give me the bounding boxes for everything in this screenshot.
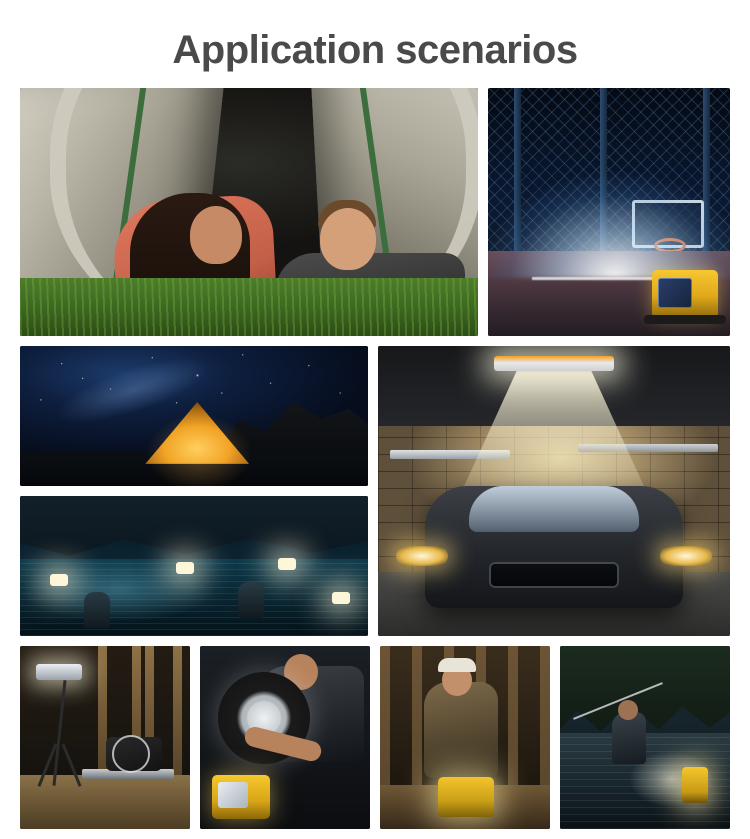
cave-lamp-right: [278, 558, 296, 570]
basketball-court-photo: [488, 88, 730, 336]
cave-lamp-center: [176, 562, 194, 574]
gallery-row-2: [20, 346, 730, 636]
car-headlight-left: [396, 546, 448, 566]
portable-lantern: [682, 767, 708, 803]
floodlight-beam: [488, 128, 730, 278]
gallery-row-3: [20, 646, 730, 829]
cave-lamp-left: [50, 574, 68, 586]
cave-exploration-photo: [20, 496, 368, 636]
person-man-head: [320, 208, 376, 270]
builder-framing-photo: [380, 646, 550, 829]
worker-body: [424, 682, 498, 778]
grass-foreground: [20, 278, 478, 336]
tent-couple-photo: [20, 88, 478, 336]
worker-cap: [438, 658, 476, 672]
wall-stud-4: [173, 646, 182, 783]
page-title: Application scenarios: [172, 28, 578, 72]
car-windshield: [469, 486, 639, 532]
tire-repair-photo: [200, 646, 370, 829]
workshop-floor: [20, 775, 190, 829]
tripod-led-light: [36, 664, 82, 680]
portable-work-light: [652, 270, 718, 318]
floor-work-light: [438, 777, 494, 817]
car-grille: [489, 562, 619, 588]
scenario-image-grid: [20, 88, 730, 839]
person-woman-head: [190, 206, 242, 264]
portable-work-light: [212, 775, 270, 819]
garage-car-photo: [378, 346, 730, 636]
cave-lamp-far-right: [332, 592, 350, 604]
night-fishing-photo: [560, 646, 730, 829]
cave-explorer-left: [84, 592, 110, 628]
workshop-saw-photo: [20, 646, 190, 829]
car-headlight-right: [660, 546, 712, 566]
cave-explorer-right: [238, 582, 264, 618]
cave-water: [20, 559, 368, 636]
starry-night-tent-photo: [20, 346, 368, 486]
angler-head: [618, 700, 638, 720]
saw-blade: [112, 735, 150, 773]
led-bar-work-light: [494, 356, 614, 371]
gallery-row-1: [20, 88, 730, 336]
gallery-column-left: [20, 346, 368, 636]
